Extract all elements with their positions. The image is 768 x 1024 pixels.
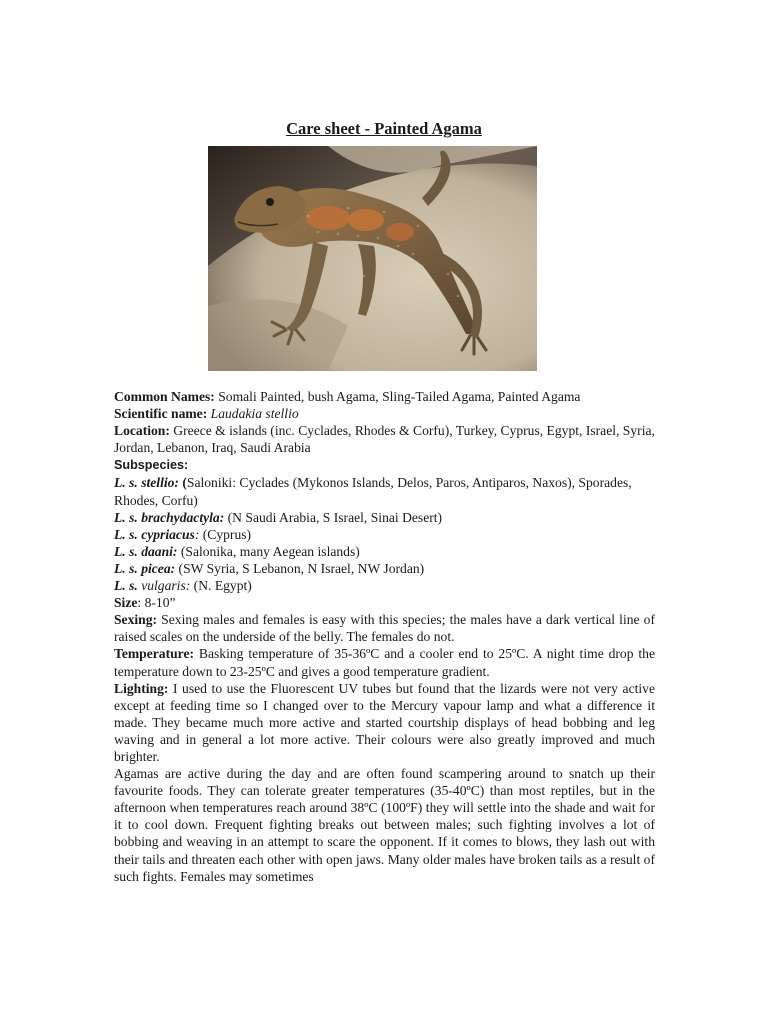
subspecies-name: L. s. cypriacus (114, 526, 195, 542)
size-value: : 8-10” (137, 595, 176, 611)
subspecies-label: Subspecies: (114, 458, 189, 473)
subspecies-heading (114, 456, 655, 474)
subspecies-range: (Cyprus) (199, 526, 252, 542)
location-line (114, 422, 655, 456)
subspecies-range: (N Saudi Arabia, S Israel, Sinai Desert) (224, 509, 443, 525)
scientific-name-label: Scientific name: (114, 406, 208, 422)
subspecies-name: L. s. daani: (114, 543, 178, 559)
subspecies-range: (SW Syria, S Lebanon, N Israel, NW Jordan) (175, 560, 425, 576)
subspecies-name: L. s. picea: (114, 560, 176, 576)
care-sheet-body (114, 388, 655, 885)
subspecies-range: (N. Egypt) (190, 578, 252, 594)
common-names-value: Somali Painted, bush Agama, Sling-Tailed Agama, Painted Agama (214, 389, 581, 404)
subspecies-range: Saloniki: Cyclades (Mykonos Islands, Delos, Paros, Antiparos, Naxos), Sporades, Rhodes, Corfu) (114, 475, 632, 508)
sexing-paragraph (114, 611, 655, 645)
temperature-label: Temperature: (114, 646, 195, 662)
lighting-text: I used to use the Fluorescent UV tubes but found that the lizards were not very active except at feeding time so I changed over to the Mercury vapour lamp and what a difference it made. They became much more active and started courtship displays of head bobbing and leg waving and in general a lot more active. Their colours were also greatly improved and much brighter. (114, 680, 655, 764)
subspecies-item (114, 577, 655, 594)
lighting-paragraph (114, 680, 655, 765)
subspecies-name: L. s. brachydactyla: (114, 509, 225, 525)
scientific-name-line (114, 405, 655, 422)
subspecies-item (114, 526, 655, 543)
subspecies-name: L. s. stellio: (114, 475, 179, 491)
behaviour-paragraph: Agamas are active during the day and are often found scampering around to snatch up their favourite foods. They can tolerate greater temperatures (35-40ºC) than most reptiles, but in the afternoon when temperatures reach around 38ºC (100ºF) they will settle into the shade and wait for it to cool down. Frequent fighting breaks out between males; such fighting involves a lot of bobbing and weaving in an attempt to scare the opponent. If it comes to blows, they lash out with their tails and threaten each other with open jaws. Many older males have broken tails as a result of such fights. Females may sometimes (114, 766, 655, 884)
location-label: Location: (114, 423, 170, 439)
temperature-text: Basking temperature of 35-36ºC and a cooler end to 25ºC. A night time drop the temperature down to 23-25ºC and gives a good temperature gradient. (114, 646, 655, 679)
subspecies-name-tail: vulgaris: (137, 578, 191, 594)
lighting-label: Lighting: (114, 680, 169, 696)
page-title: Care sheet - Painted Agama (286, 119, 482, 138)
size-line (114, 594, 655, 611)
scientific-name-value: Laudakia stellio (210, 406, 299, 422)
common-names-label: Common Names: (114, 389, 215, 404)
subspecies-item (114, 509, 655, 526)
subspecies-name: L. s. (114, 578, 138, 594)
location-value: Greece & islands (inc. Cyclades, Rhodes & Corfu), Turkey, Cyprus, Egypt, Israel, Syria, Jordan, Lebanon, Iraq, Saudi Arabia (114, 423, 655, 456)
common-names-line (114, 388, 655, 405)
sexing-text: Sexing males and females is easy with this species; the males have a dark vertical line of raised scales on the underside of the belly. The females do not. (114, 612, 655, 645)
size-label: Size (114, 595, 138, 611)
subspecies-item (114, 543, 655, 560)
temperature-paragraph (114, 645, 655, 679)
subspecies-range: (Salonika, many Aegean islands) (177, 543, 360, 559)
subspecies-item (114, 474, 655, 508)
subspecies-item (114, 560, 655, 577)
subspecies-open: ( (178, 475, 187, 491)
subspecies-name-tail: : (194, 526, 200, 542)
painted-agama-lizard-photo (208, 146, 537, 371)
sexing-label: Sexing: (114, 612, 158, 628)
